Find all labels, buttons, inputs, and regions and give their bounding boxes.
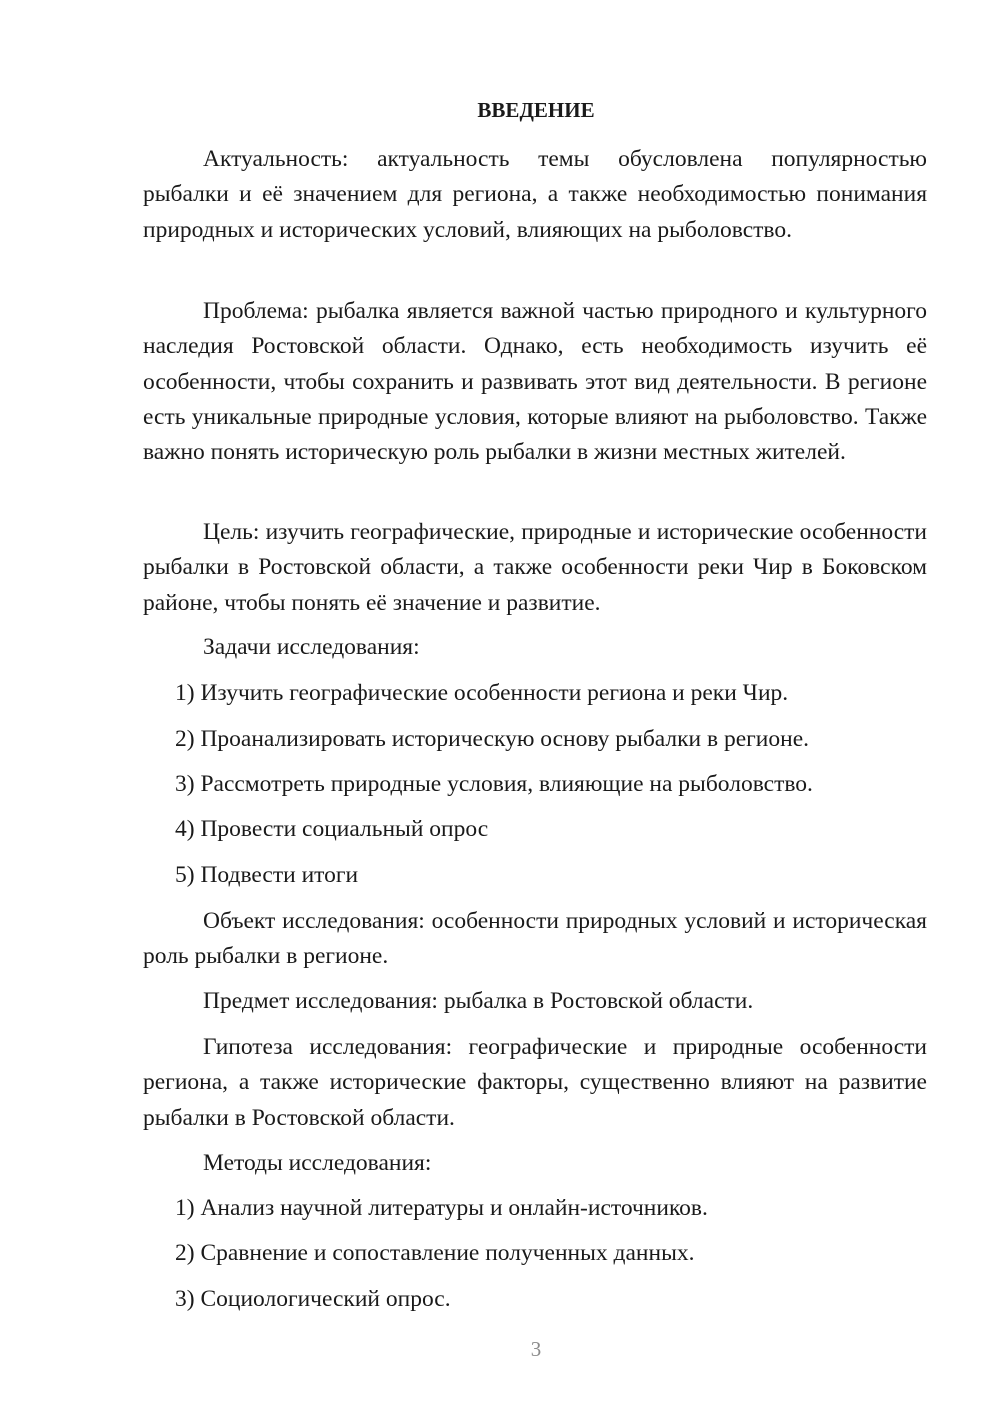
method-item: 2) Сравнение и сопоставление полученных данных. (175, 1240, 695, 1266)
methods-heading: Методы исследования: (203, 1150, 432, 1176)
task-item: 3) Рассмотреть природные условия, влияющие на рыболовство. (175, 771, 813, 797)
method-item: 1) Анализ научной литературы и онлайн-источников. (175, 1195, 708, 1221)
task-item: 2) Проанализировать историческую основу рыбалки в регионе. (175, 726, 810, 752)
subject-paragraph: Предмет исследования: рыбалка в Ростовской области. (203, 988, 754, 1014)
tasks-heading: Задачи исследования: (203, 634, 420, 660)
page-number: 3 (530, 1337, 542, 1361)
page-title: ВВЕДЕНИЕ (477, 98, 595, 122)
hypothesis-paragraph: Гипотеза исследования: географические и природные особенности региона, а также исторические факторы, существенно влияют на развитие рыбалки в Ростовской области. (143, 1034, 927, 1131)
task-item: 5) Подвести итоги (175, 862, 359, 888)
object-paragraph: Объект исследования: особенности природных условий и историческая роль рыбалки в регионе. (143, 908, 927, 970)
problem-paragraph: Проблема: рыбалка является важной частью природного и культурного наследия Ростовской области. Однако, есть необходимость изучить её особенности, чтобы сохранить и развивать этот вид деятельности. В регионе есть уникальные природные условия, которые влияют на рыболовство. Также важно понять историческую роль рыбалки в жизни местных жителей. (143, 298, 927, 466)
task-item: 4) Провести социальный опрос (175, 816, 489, 842)
relevance-paragraph: Актуальность: актуальность темы обусловлена популярностью рыбалки и её значением для региона, а также необходимостью понимания природных и исторических условий, влияющих на рыболовство. (143, 146, 927, 243)
goal-paragraph: Цель: изучить географические, природные и исторические особенности рыбалки в Ростовской области, а также особенности реки Чир в Боковском районе, чтобы понять её значение и развитие. (143, 519, 927, 616)
task-item: 1) Изучить географические особенности региона и реки Чир. (175, 680, 789, 706)
method-item: 3) Социологический опрос. (175, 1286, 451, 1312)
